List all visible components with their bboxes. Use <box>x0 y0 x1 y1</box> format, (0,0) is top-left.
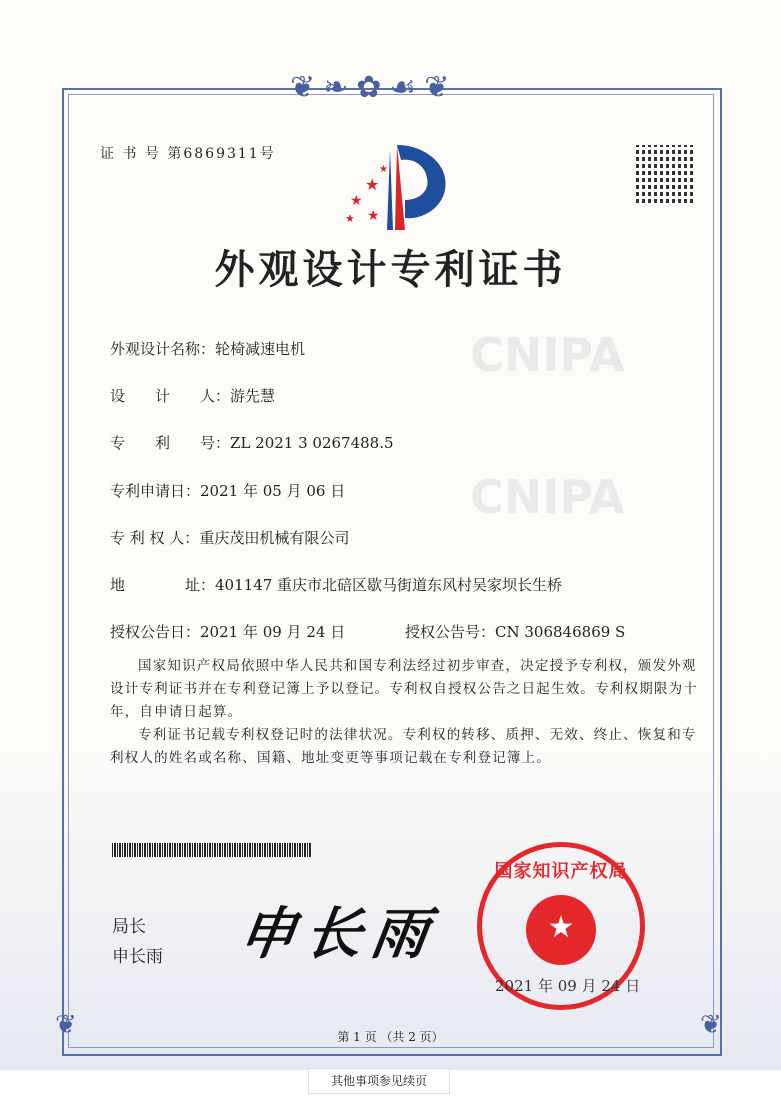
seal-date: 2021 年 09 月 24 日 <box>495 977 641 995</box>
watermark: CNIPA <box>470 470 625 524</box>
barcode-icon <box>112 843 312 857</box>
field-label: 地 址： <box>110 576 216 594</box>
ornament-corner-icon: ❦ <box>700 1010 722 1040</box>
paragraph: 专利证书记载专利权登记时的法律状况。专利权的转移、质押、无效、终止、恢复和专利权人的姓名或名称、国籍、地址变更等事项记载在专利登记簿上。 <box>110 727 697 766</box>
field-address <box>110 574 562 595</box>
svg-text:★: ★ <box>365 175 380 194</box>
field-label: 外观设计名称： <box>110 340 216 358</box>
field-patent-number <box>110 432 394 453</box>
field-label: 设 计 人： <box>110 387 231 405</box>
field-grant-number <box>405 621 625 642</box>
cnipa-logo-icon <box>335 140 455 230</box>
handwritten-signature: 申长雨 <box>234 901 443 967</box>
field-label: 专 利 权 人： <box>110 529 200 547</box>
field-value: CN 306846869 S <box>495 623 626 641</box>
signatory-name: 申长雨 <box>112 947 163 967</box>
watermark: CNIPA <box>470 328 625 382</box>
ornament-top-icon: ❦❧✿☙❦ <box>290 70 458 105</box>
svg-text:★: ★ <box>379 164 388 175</box>
svg-text:★: ★ <box>367 208 380 224</box>
field-value: 游先慧 <box>230 387 276 405</box>
field-value: 轮椅减速电机 <box>215 340 306 358</box>
field-patentee <box>110 527 349 548</box>
svg-text:★: ★ <box>350 193 363 209</box>
field-designer <box>110 385 275 406</box>
field-value: 401147 重庆市北碚区歇马街道东风村吴家坝长生桥 <box>215 576 563 594</box>
field-label: 授权公告号： <box>405 623 496 641</box>
page-info: 第 1 页 （共 2 页） <box>337 1030 444 1044</box>
field-grant-date <box>110 621 345 642</box>
national-emblem-icon: ★ <box>526 895 596 965</box>
field-application-date <box>110 480 345 501</box>
ornament-corner-icon: ❦ <box>55 1010 77 1040</box>
field-design-name <box>110 338 305 359</box>
field-value: 2021 年 09 月 24 日 <box>200 623 346 641</box>
field-value: ZL 2021 3 0267488.5 <box>230 434 394 452</box>
qr-code-icon <box>636 145 694 203</box>
svg-text:★: ★ <box>345 212 355 225</box>
signatory-title: 局长 <box>112 917 146 937</box>
field-value: 2021 年 05 月 06 日 <box>200 482 346 500</box>
field-label: 授权公告日： <box>110 623 201 641</box>
footer-note: 其他事项参见续页 <box>308 1068 450 1094</box>
paragraph: 国家知识产权局依照中华人民共和国专利法经过初步审查，决定授予专利权，颁发外观设计专利证书并在专利登记簿上予以登记。专利权自授权公告之日起生效。专利权期限为十年，自申请日起算。 <box>110 658 698 720</box>
field-value: 重庆茂田机械有限公司 <box>199 529 350 547</box>
field-label: 专 利 号： <box>110 434 231 452</box>
field-label: 专利申请日： <box>110 482 201 500</box>
seal-text: 国家知识产权局 <box>494 861 628 882</box>
page-title: 外观设计专利证书 <box>214 246 567 293</box>
certificate-number: 证 书 号 第6869311号 <box>100 146 276 162</box>
